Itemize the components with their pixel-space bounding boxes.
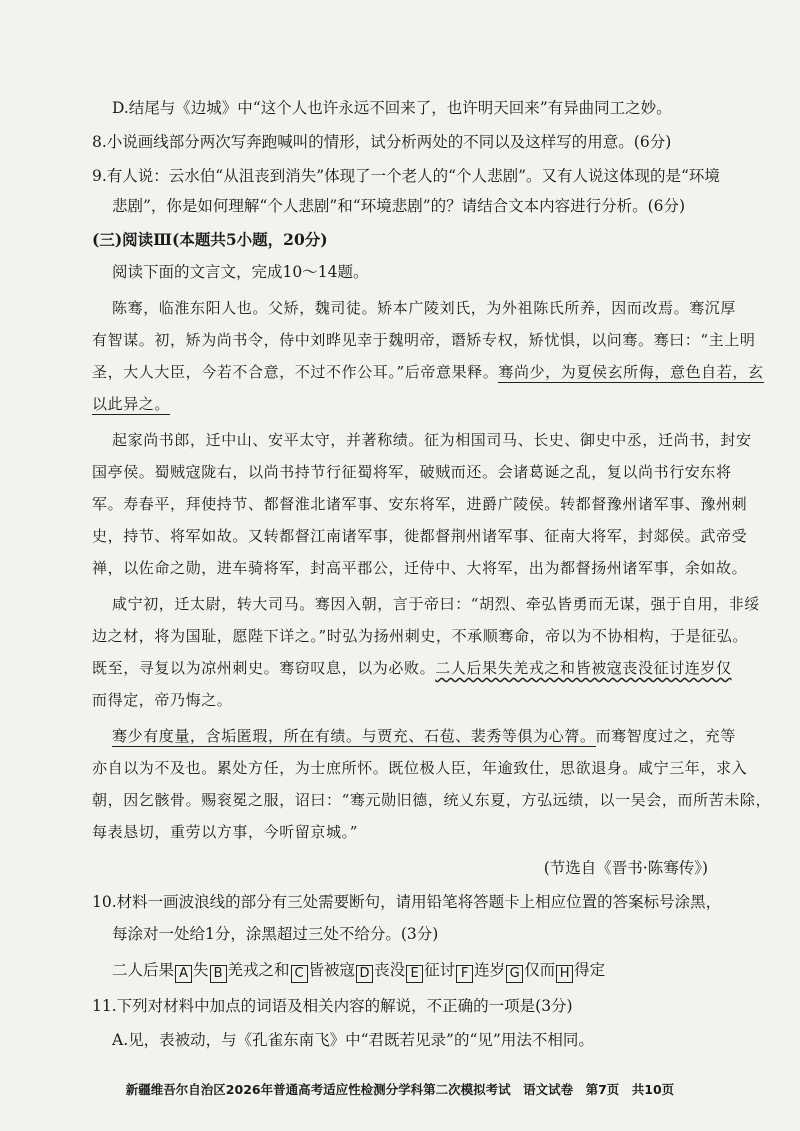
option-segment: 征讨 xyxy=(424,961,456,979)
option-segment: 连岁 xyxy=(474,961,506,979)
passage-line: 而得定，帝乃悔之。 xyxy=(92,691,233,709)
underlined-passage: 骞少有度量，含垢匿瑕，所在有绩。与贾充、石苞、裴秀等俱为心膂。 xyxy=(112,727,596,745)
wavy-underlined-passage: 二人后果失羌戎之和皆被寇丧没征讨连岁仅 xyxy=(435,659,732,677)
passage-line: 咸宁初，迁太尉，转大司马。骞因入朝，言于帝曰：“胡烈、牵弘皆勇而无谋，强于自用，非绥 xyxy=(112,595,760,613)
answer-box-d[interactable]: D xyxy=(356,965,373,983)
question-11: 11.下列对材料中加点的词语及相关内容的解说，不正确的一项是(3分) xyxy=(92,997,573,1015)
passage-text: 圣，大人大臣，今若不合意，不过不作公耳。”后帝意果释。 xyxy=(92,363,499,381)
passage-line: 有智谋。初，矫为尚书令，侍中刘晔见幸于魏明帝，谮矫专权，矫忧惧，以问骞。骞曰：“主上明 xyxy=(92,331,756,349)
passage-line: 起家尚书郎，迁中山、安平太守，并著称绩。征为相国司马、长史、御史中丞，迁尚书，封安 xyxy=(112,431,752,449)
passage-line: 朝，因乞骸骨。赐衮冕之服，诏曰：“骞元勋旧德，统乂东夏，方弘远绩，以一吴会，而所苦未除， xyxy=(92,791,772,809)
passage-line: 陈骞，临淮东阳人也。父矫，魏司徒。矫本广陵刘氏，为外祖陈氏所养，因而改焉。骞沉厚 xyxy=(112,299,737,317)
answer-box-c[interactable]: C xyxy=(291,965,308,983)
passage-line xyxy=(112,726,736,746)
question-8: 8.小说画线部分两次写奔跑喊叫的情形，试分析两处的不同以及这样写的用意。(6分) xyxy=(92,133,672,151)
underlined-passage: 以此异之。 xyxy=(92,395,171,413)
passage-line: 边之材，将为国耻，愿陛下详之。”时弘为扬州刺史，不承顺骞命，帝以为不协相构，于是征弘。 xyxy=(92,627,748,645)
passage-line: 每表恳切，重劳以方事，今听留京城。” xyxy=(92,823,358,841)
underlined-passage: 骞尚少，为夏侯玄所侮，意色自若，玄 xyxy=(498,363,764,381)
option-d: D.结尾与《边城》中“这个人也许永远不回来了，也许明天回来”有异曲同工之妙。 xyxy=(112,99,672,117)
option-segment: 皆被寇 xyxy=(308,961,356,979)
passage-line: 亦自以为不及也。累处方任，为士庶所怀。既位极人臣，年逾致仕，思欲退身。咸宁三年，求入 xyxy=(92,759,748,777)
reading-instruction: 阅读下面的文言文，完成10～14题。 xyxy=(112,263,369,281)
answer-box-f[interactable]: F xyxy=(456,965,473,983)
answer-box-g[interactable]: G xyxy=(506,965,523,983)
answer-box-a[interactable]: A xyxy=(175,965,192,983)
option-segment: 二人后果 xyxy=(112,961,175,979)
option-segment: 丧没 xyxy=(374,961,406,979)
question-10-line2: 每涂对一处给1分，涂黑超过三处不给分。(3分) xyxy=(112,925,439,943)
passage-line xyxy=(92,394,170,414)
passage-text: 而骞智度过之，充等 xyxy=(595,727,737,745)
answer-box-b[interactable]: B xyxy=(210,965,227,983)
answer-box-e[interactable]: E xyxy=(406,965,423,983)
question-9-line2: 悲剧”，你是如何理解“个人悲剧”和“环境悲剧”的？请结合文本内容进行分析。(6分) xyxy=(112,197,686,215)
passage-line xyxy=(92,658,732,678)
section-3-heading: (三)阅读Ⅲ(本题共5小题，20分) xyxy=(92,230,328,249)
option-segment: 得定 xyxy=(574,961,606,979)
passage-source: (节选自《晋书·陈骞传》) xyxy=(543,859,708,877)
option-segment: 羌戎之和 xyxy=(227,961,290,979)
question-11-option-a: A.见，表被动，与《孔雀东南飞》中“君既若见录”的“见”用法不相同。 xyxy=(112,1031,594,1049)
q10-option-line xyxy=(112,960,605,983)
option-segment: 失 xyxy=(193,961,209,979)
option-segment: 仅而 xyxy=(524,961,556,979)
question-9-line1: 9.有人说：云水伯“从沮丧到消失”体现了一个老人的“个人悲剧”。又有人说这体现的是“环境 xyxy=(92,167,720,185)
passage-line xyxy=(92,362,764,382)
passage-text: 既至，寻复以为凉州刺史。骞窃叹息，以为必败。 xyxy=(92,659,436,677)
passage-line: 国亭侯。蜀贼寇陇右，以尚书持节行征蜀将军，破贼而还。会诸葛诞之乱，复以尚书行安东将 xyxy=(92,463,732,481)
passage-line: 军。寿春平，拜使持节、都督淮北诸军事、安东将军，进爵广陵侯。转都督豫州诸军事、豫州刺 xyxy=(92,495,748,513)
page-footer: 新疆维吾尔自治区2026年普通高考适应性检测分学科第二次模拟考试 语文试卷 第7页 共10页 xyxy=(125,1082,675,1097)
passage-line: 史，持节、将军如故。又转都督江南诸军事，徙都督荆州诸军事、征南大将军，封郯侯。武帝受 xyxy=(92,527,748,545)
answer-box-h[interactable]: H xyxy=(556,965,573,983)
question-10-line1: 10.材料一画波浪线的部分有三处需要断句，请用铅笔将答题卡上相应位置的答案标号涂黑， xyxy=(92,893,722,911)
passage-line: 禅，以佐命之勋，进车骑将军，封高平郡公，迁侍中、大将军，出为都督扬州诸军事，余如故。 xyxy=(92,559,748,577)
